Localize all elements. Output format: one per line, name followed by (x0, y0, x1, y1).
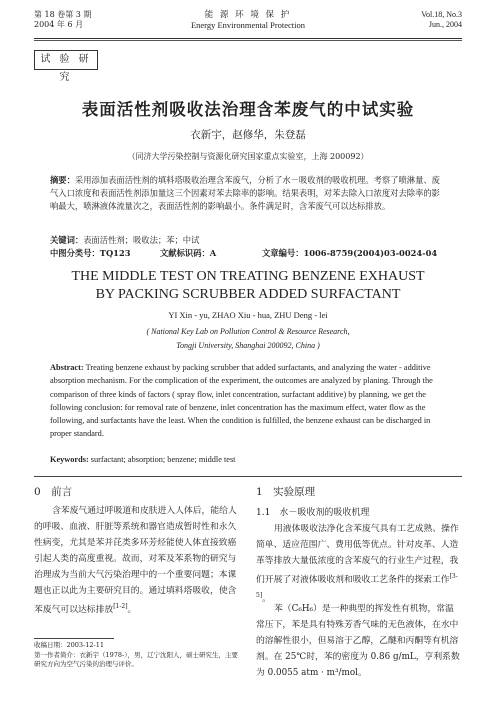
document-code: 文献标识码：A (160, 248, 217, 258)
abstract-cn (50, 174, 446, 213)
keywords-cn-text: 表面活性剂；吸收法；苯；中试 (83, 235, 200, 245)
footnote-author: 第一作者简介：衣新宇（1978-），男，辽宁沈阳人，硕士研究生，主要研究方向为空气污染的治理与评价。 (34, 651, 238, 668)
footnote-rule (34, 638, 114, 639)
journal-header (34, 10, 462, 39)
issue-info-en (421, 10, 462, 30)
abstract-en-text: Treating benzene exhaust by packing scrubber that added surfactants, and analyzing the water - additive absorption mechanism. For the complication of the experiment, the outcomes are analyzed by planing. Through the comparison of three kinds of factors ( spray flow, inlet concentration, surfactant additive) by planning, we get the following conclusion: for removal rate of benzene, inlet concentration has the maximum effect, water flow as the following, and surfactants have the least. When the condition is fulfilled, the benzene exhaust can be discharged in proper standard. (50, 363, 433, 439)
english-title-line2: BY PACKING SCRUBBER ADDED SURFACTANT (95, 287, 401, 302)
abstract-cn-text: 采用添加表面活性剂的填料塔吸收治理含苯废气，分析了水－吸收剂的吸收机理。考察了喷淋量、废气入口浓度和表面活性剂添加量这三个因素对苯去除率的影响。结果表明，对苯去除入口浓度对去除率的影响最大，喷淋液体流量次之，表面活性剂的影响最小。条件满足时，含苯废气可以达标排放。 (50, 175, 440, 211)
intro-text-end: 。 (127, 604, 137, 615)
paper-affiliation: （同济大学污染控制与资源化研究国家重点实验室，上海 200092） (127, 152, 369, 161)
keywords-cn-label: 关键词： (50, 235, 84, 245)
journal-name-cn: 能 源 环 境 保 护 (204, 10, 292, 20)
english-title-line1: THE MIDDLE TEST ON TREATING BENZENE EXHAUST (71, 269, 425, 284)
keywords-en-text: surfactant; absorption; benzene; middle test (90, 455, 236, 464)
paper-title: 表面活性剂吸收法治理含苯废气的中试实验 (81, 100, 415, 119)
principle-text-1-end: 。 (262, 593, 271, 604)
intro-text: 含苯废气通过呼吸道和皮肤进入人体后，能给人的呼吸、血液、肝脏等系统和器官造成暂时性和永久性病变，尤其是苯并芘类多环芳烃能使人体直接致癌引起人类的高度重视。故而，对苯及苯系物的研究与治理成为当前大气污染治理中的一个重要问题；本课题也正以此为主要研究目的。通过填料塔吸收，使含苯废气可以达标排放 (34, 506, 237, 615)
intro-citation: [1-2] (113, 603, 128, 610)
clc-number: 中图分类号：TQ123 (50, 248, 131, 258)
subsection-heading-mechanism: 1.1 水－吸收剂的吸收机理 (256, 508, 370, 518)
abstract-en-label: Abstract: (50, 363, 84, 372)
english-affiliation-line1: ( National Key Lab on Pollution Control & Resource Research, (146, 327, 350, 336)
paper-authors: 衣新宇，赵修华，朱登磊 (190, 129, 306, 141)
section-heading-intro: 0 前言 (34, 486, 73, 498)
principle-paragraph-1 (256, 521, 462, 607)
section-heading-principle: 1 实验原理 (256, 486, 316, 498)
abstract-divider (34, 476, 462, 477)
issue-date-en: Jun., 2004 (428, 20, 462, 29)
principle-paragraph-2: 苯（C₆H₆）是一种典型的挥发性有机物，常温常压下，苯是具有特殊芳香气味的无色液体，在水中的溶解性很小，但易溶于乙醇，乙醚和丙酮等有机溶剂。在 25℃时，苯的密度为 0.86 g/mL，亨利系数为 0.0055 atm · m³/mol。 (256, 604, 460, 678)
volume-issue: 第 18 卷第 3 期 (34, 10, 92, 19)
keywords-en-label: Keywords: (50, 455, 89, 464)
keywords-cn (50, 234, 446, 247)
english-authors: YI Xin - yu, ZHAO Xiu - hua, ZHU Deng - lei (168, 310, 328, 320)
issue-date: 2004 年 6 月 (34, 20, 84, 29)
abstract-cn-label: 摘要： (50, 175, 75, 185)
article-number: 文章编号：1006-8759(2004)03-0024-04 (262, 248, 438, 258)
classification-line (50, 247, 450, 260)
journal-name (34, 10, 462, 30)
intro-paragraph (34, 503, 240, 618)
footnote-received: 收稿日期：2003-12-11 (34, 641, 104, 649)
abstract-en (50, 361, 448, 441)
volume-issue-en: Vol.18, No.3 (421, 10, 462, 19)
header-rule (34, 40, 462, 41)
english-affiliation-line2: Tongji University, Shanghai 200092, China ) (176, 341, 320, 350)
principle-citation: [3-5] (256, 573, 458, 599)
journal-name-en: Energy Environmental Protection (190, 20, 306, 30)
principle-text-1: 用液体吸收法净化含苯废气具有工艺成熟、操作简单、适应范围广、费用低等优点。针对皮革、人造革等排放大量低浓度的含苯废气的行业生产过程，我们开展了对液体吸收剂和吸收工艺条件的探索工作 (256, 524, 459, 585)
section-tag: 试 验 研 究 (34, 50, 98, 70)
keywords-en (50, 453, 448, 466)
